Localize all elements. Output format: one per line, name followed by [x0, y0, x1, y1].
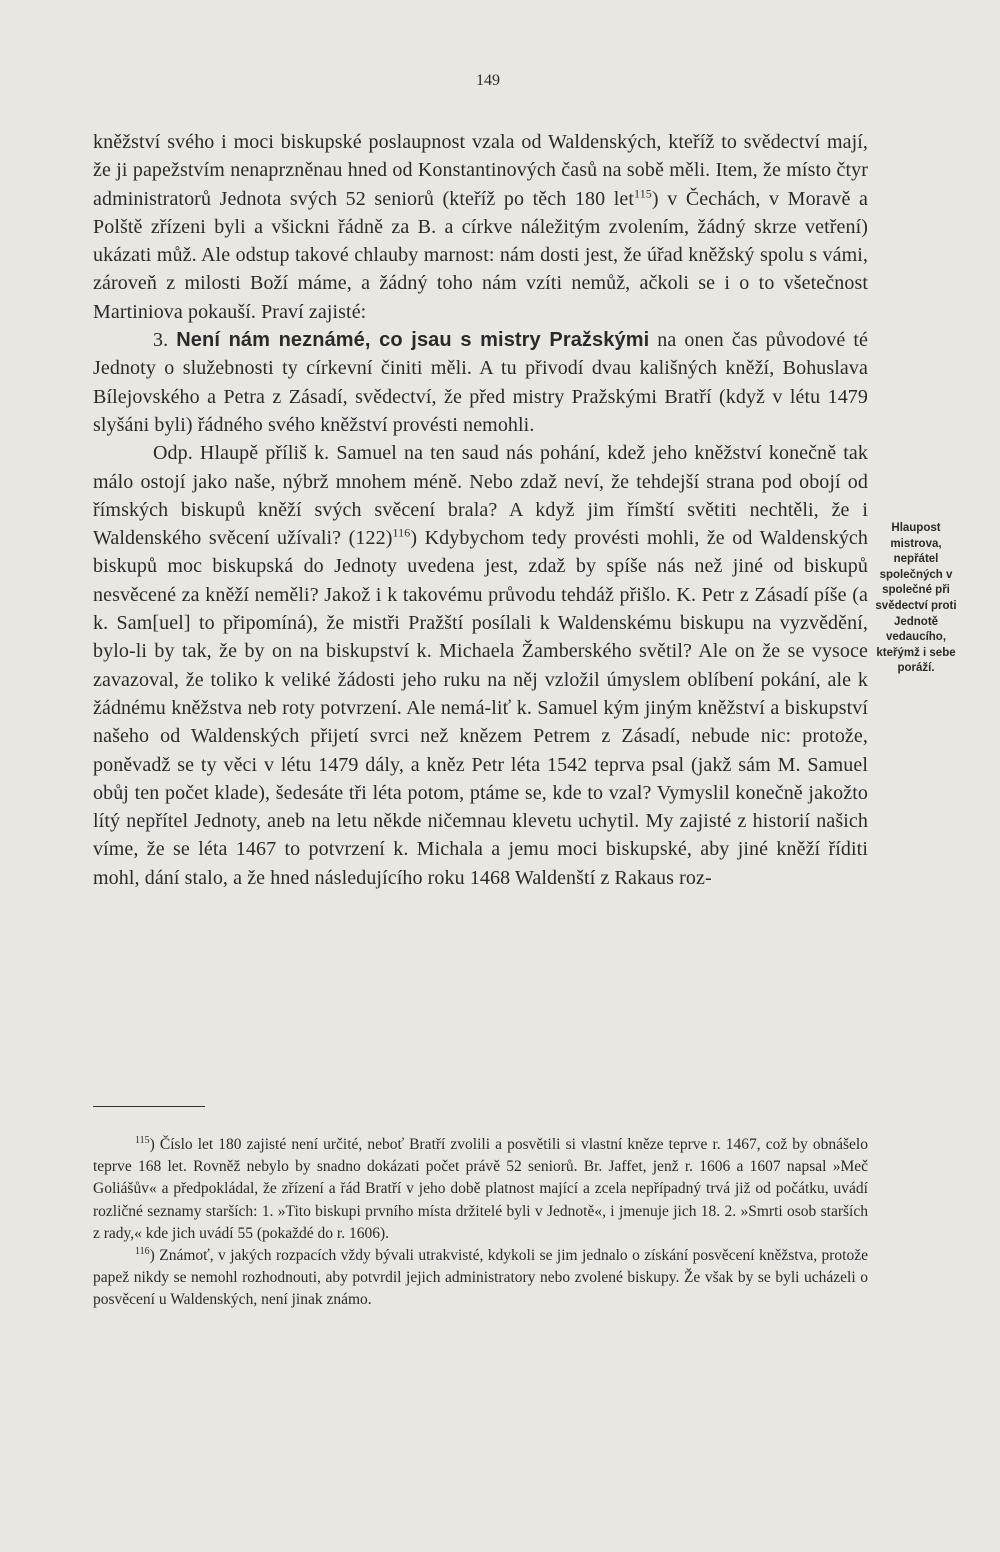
- footnote-divider: [93, 1106, 205, 1107]
- margin-note: Hlaupost mistrova, nepřátel společných v společné při svědectví proti Jednotě vedaucího, kteřýmž i sebe poráží.: [875, 522, 957, 675]
- text-run: 3.: [153, 329, 177, 352]
- text-run: kněžství svého i moci biskupské poslaupnost vzala od Waldenských, kteříž to svědectví mají, že ji papežstvím nenaprzněnau hned od Konstantinových časů na sobě měli. Item, že místo čtyr administratorů Jednota svých 52 seniorů (kteříž po těch 180 let: [93, 131, 868, 210]
- bold-heading-text: Není nám neznámé, co jsau s mistry Pražskými: [176, 329, 650, 352]
- text-run: Odp. Hlaupě příliš k. Samuel na ten saud nás pohání, kdež jeho kněžství konečně tak málo ostojí jako naše, nýbrž mnohem méně. Nebo zdaž neví, že tehdejší strana pod obojí od římských biskupů kněží svých svěcení brala? A když jim římští světiti nechtěli, že i Waldenského svěcení užívali? (122): [93, 442, 868, 550]
- text-run: ) Číslo let 180 zajisté není určité, neboť Bratří zvolili a posvětili si vlastní kněze teprve r. 1467, což by obnášelo teprve 168 let. Rovněž nebylo by snadno dokázati počet právě 52 seniorů. Br. Jaffet, jenž r. 1606 a 1607 napsal »Meč Goliášův« a předpokládal, že zřízení a řád Bratří v jeho době platnost mající a zcela nepřípadný trvá již od počátku, uvádí rozličné seznamy starších: 1. »Tito biskupi prvního místa držitelé byli v Jednotě«, i jmenuje jich 18. 2. »Smrti osob starších z rady,« kde jich uvádí 55 (pokaždé do r. 1606).: [93, 1136, 868, 1242]
- footnote-marker: 116: [392, 525, 411, 540]
- text-run: ) Kdybychom tedy provésti mohli, že od Waldenských biskupů moc biskupská do Jednoty uvedena jest, zdaž by spíše nás než jiné od biskupů nesvěcené za kněží neměli? Jakož i k takovému průvodu tehdáž přišlo. K. Petr z Zásadí píše (a k. Sam[uel] to připomíná), že mistři Pražští posílali k Waldenskému biskupu na vyzvědění, bylo-li by tak, že by on na biskupství k. Michaela Žamberského světil? Ale on že se vysoce zavazoval, že toliko k veliké žádosti jeho ruku na něj vzložil úmyslem oblíbení pokání, ale k žádnému kněžstva neb roty potvrzení. Ale nemá-liť k. Samuel kým jiným kněžství a biskupství našeho od Waldenských přijetí svrci než knězem Petrem z Zásadí, nebude nic: protože, poněvadž se ty věci v létu 1479 dály, a kněz Petr léta 1542 teprva psal (jakž sám M. Samuel obůj ten počet klade), šedesáte tři léta potom, ptáme se, kde to vzal? Vymyslil konečně jakožto lítý nepřítel Jednoty, aneb na letu někde ničemnau klevetu uchytil. My zajisté z historií našich víme, že se léta 1467 to potvrzení k. Michala a jemu moci biskupské, aby jiné kněží říditi mohl, dání stalo, a že hned následujícího roku 1468 Waldenští z Rakaus roz-: [93, 527, 868, 889]
- footnote-marker: 116: [135, 1245, 150, 1257]
- text-run: ) v Čechách, v Moravě a Polště zřízeni byli a všickni řádně za B. a církve náležitým zvolením, žádný skrze vetření) ukázati můž. Ale odstup takové chlauby marnost: nám dosti jest, že úřad kněžský spolu s vámi, zároveň z milosti Boží máme, a žádný toho nám vzíti nemůž, ačkoli se i o to všetečnost Martiniova pokauší. Praví zajisté:: [93, 187, 868, 323]
- main-text: [93, 128, 868, 892]
- text-run: na onen čas původové té Jednoty o služebnosti ty církevní činiti měli. A tu přivodí dvau kališných kněží, Bohuslava Bílejovského a Petra z Zásadí, svědectví, že před mistry Pražskými Bratří (když v létu 1479 slyšáni byli) řádného svého kněžství provésti nemohli.: [93, 329, 868, 436]
- footnote-marker: 115: [634, 185, 652, 200]
- paragraph: [93, 326, 868, 439]
- page-number: 149: [476, 72, 500, 89]
- footnote: [93, 1134, 868, 1245]
- paragraph: [93, 128, 868, 326]
- text-run: ) Známoť, v jakých rozpacích vždy bývali utrakvisté, kdykoli se jim jednalo o získání posvěcení kněžstva, protože papež nikdy se nemohl rozhodnouti, aby potvrdil jejich administratory nebo zvolené biskupy. Že však by se byli ucházeli o posvěcení u Waldenských, není jinak známo.: [93, 1247, 868, 1309]
- footnote-marker: 115: [135, 1134, 150, 1146]
- paragraph: [93, 439, 868, 892]
- footnote: [93, 1245, 868, 1312]
- footnotes: [93, 1134, 868, 1312]
